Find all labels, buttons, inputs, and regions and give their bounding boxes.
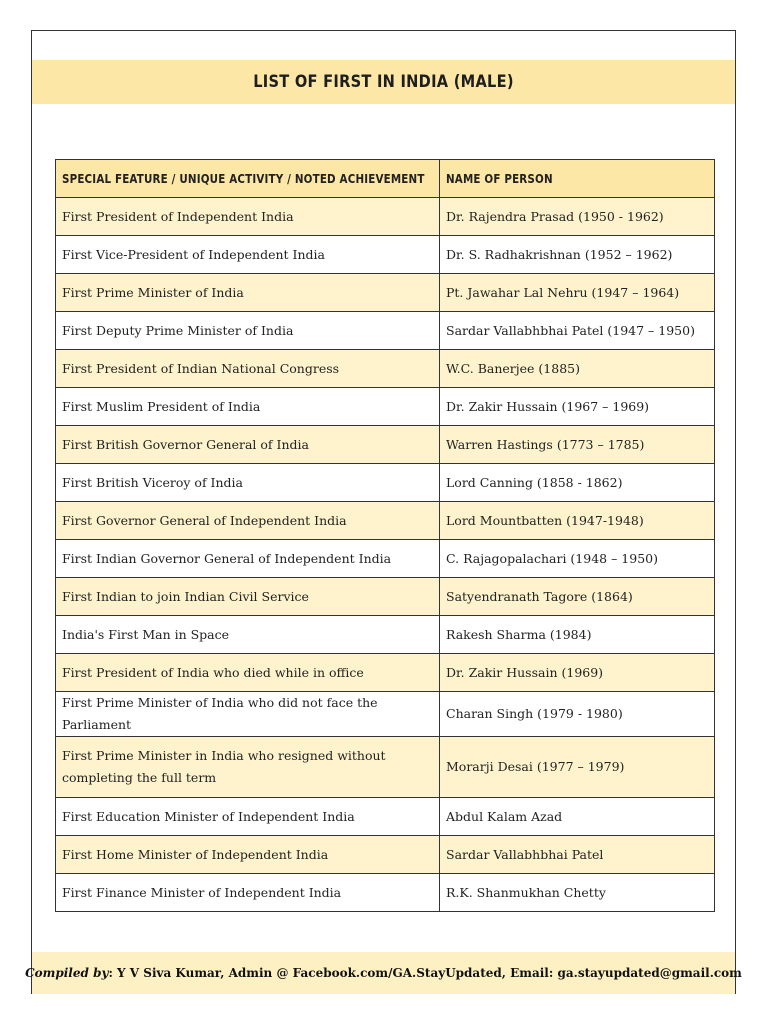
person-cell: Lord Canning (1858 - 1862) bbox=[440, 464, 715, 502]
firsts-table bbox=[55, 159, 715, 912]
feature-cell: First Education Minister of Independent India bbox=[56, 798, 440, 836]
table-row bbox=[56, 502, 715, 540]
feature-cell: First Indian Governor General of Independent India bbox=[56, 540, 440, 578]
title-band bbox=[32, 60, 735, 104]
table-row bbox=[56, 198, 715, 236]
person-cell: Rakesh Sharma (1984) bbox=[440, 616, 715, 654]
table-row bbox=[56, 798, 715, 836]
table-row bbox=[56, 312, 715, 350]
person-cell: R.K. Shanmukhan Chetty bbox=[440, 874, 715, 912]
feature-cell: First Muslim President of India bbox=[56, 388, 440, 426]
table-row bbox=[56, 464, 715, 502]
feature-cell: First President of Independent India bbox=[56, 198, 440, 236]
feature-cell: First Indian to join Indian Civil Service bbox=[56, 578, 440, 616]
header-feature: SPECIAL FEATURE / UNIQUE ACTIVITY / NOTED ACHIEVEMENT bbox=[56, 160, 440, 198]
person-cell: W.C. Banerjee (1885) bbox=[440, 350, 715, 388]
document-page bbox=[25, 30, 742, 994]
table-row bbox=[56, 350, 715, 388]
person-cell: Dr. Zakir Hussain (1969) bbox=[440, 654, 715, 692]
person-cell: Lord Mountbatten (1947-1948) bbox=[440, 502, 715, 540]
feature-cell: First Prime Minister in India who resigned without completing the full term bbox=[56, 737, 440, 798]
person-cell: Dr. Zakir Hussain (1967 – 1969) bbox=[440, 388, 715, 426]
feature-cell: First President of India who died while in office bbox=[56, 654, 440, 692]
table-row bbox=[56, 274, 715, 312]
footer-text: : Y V Siva Kumar, Admin @ Facebook.com/GA.StayUpdated, Email: ga.stayupdated@gmail.com bbox=[108, 966, 742, 980]
feature-cell: First Home Minister of Independent India bbox=[56, 836, 440, 874]
header-person: NAME OF PERSON bbox=[440, 160, 715, 198]
table-header-row bbox=[56, 160, 715, 198]
person-cell: Dr. S. Radhakrishnan (1952 – 1962) bbox=[440, 236, 715, 274]
feature-cell: India's First Man in Space bbox=[56, 616, 440, 654]
person-cell: Morarji Desai (1977 – 1979) bbox=[440, 737, 715, 798]
person-cell: Satyendranath Tagore (1864) bbox=[440, 578, 715, 616]
person-cell: Charan Singh (1979 - 1980) bbox=[440, 692, 715, 737]
person-cell: Dr. Rajendra Prasad (1950 - 1962) bbox=[440, 198, 715, 236]
footer-credit bbox=[25, 966, 742, 980]
person-cell: Sardar Vallabhbhai Patel (1947 – 1950) bbox=[440, 312, 715, 350]
table-row bbox=[56, 737, 715, 798]
feature-cell: First Finance Minister of Independent India bbox=[56, 874, 440, 912]
person-cell: C. Rajagopalachari (1948 – 1950) bbox=[440, 540, 715, 578]
table-row bbox=[56, 616, 715, 654]
table-row bbox=[56, 692, 715, 737]
page-title: LIST OF FIRST IN INDIA (MALE) bbox=[253, 72, 514, 92]
feature-cell: First Prime Minister of India bbox=[56, 274, 440, 312]
feature-cell: First British Governor General of India bbox=[56, 426, 440, 464]
person-cell: Abdul Kalam Azad bbox=[440, 798, 715, 836]
person-cell: Pt. Jawahar Lal Nehru (1947 – 1964) bbox=[440, 274, 715, 312]
footer-label: Compiled by bbox=[25, 966, 109, 980]
person-cell: Sardar Vallabhbhai Patel bbox=[440, 836, 715, 874]
footer-band bbox=[25, 952, 742, 994]
feature-cell: First Prime Minister of India who did not face the Parliament bbox=[56, 692, 440, 737]
feature-cell: First President of Indian National Congress bbox=[56, 350, 440, 388]
table-row bbox=[56, 836, 715, 874]
table-row bbox=[56, 654, 715, 692]
person-cell: Warren Hastings (1773 – 1785) bbox=[440, 426, 715, 464]
table-row bbox=[56, 540, 715, 578]
table-row bbox=[56, 874, 715, 912]
table-row bbox=[56, 578, 715, 616]
table-body bbox=[56, 198, 715, 912]
feature-cell: First Governor General of Independent India bbox=[56, 502, 440, 540]
table-row bbox=[56, 426, 715, 464]
feature-cell: First Deputy Prime Minister of India bbox=[56, 312, 440, 350]
table-row bbox=[56, 236, 715, 274]
table-row bbox=[56, 388, 715, 426]
feature-cell: First British Viceroy of India bbox=[56, 464, 440, 502]
feature-cell: First Vice-President of Independent India bbox=[56, 236, 440, 274]
